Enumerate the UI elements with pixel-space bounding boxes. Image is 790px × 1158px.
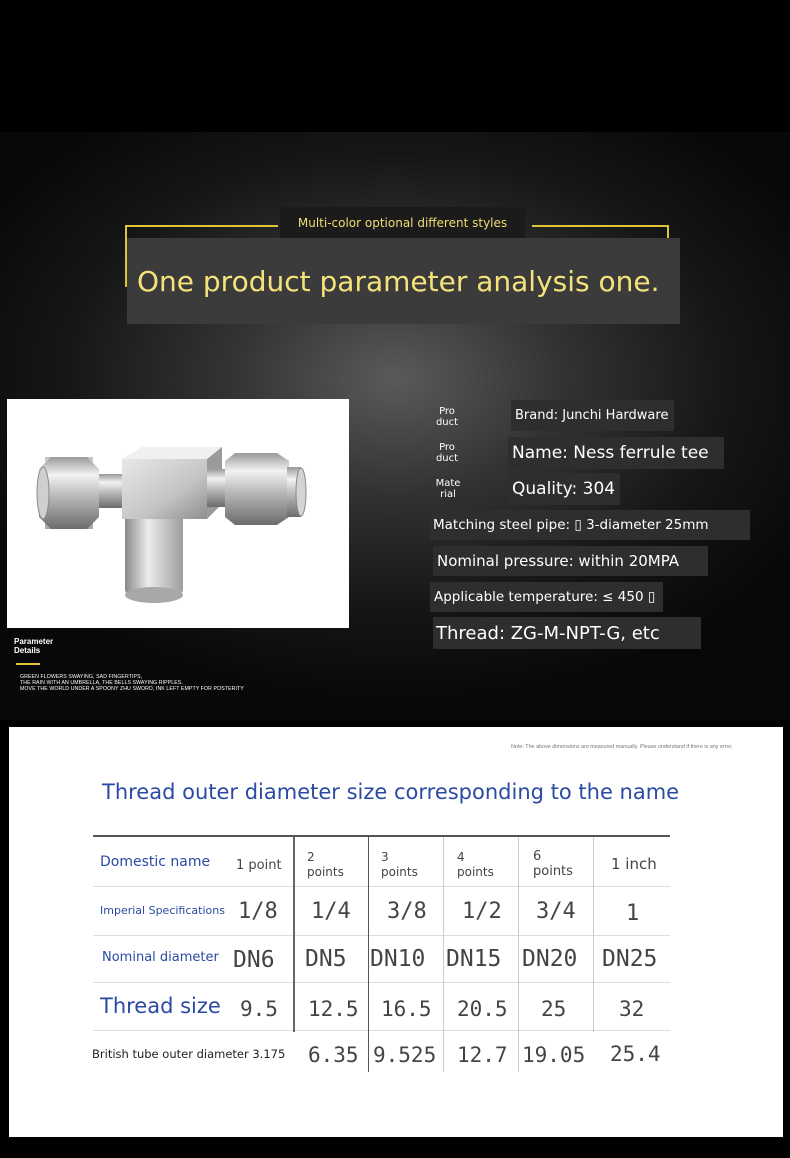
spec-label-name: Pro duct xyxy=(435,442,459,464)
thread-cell: 9.5 xyxy=(240,997,278,1021)
thread-cell: 32 xyxy=(619,997,645,1021)
table-col-divider xyxy=(443,837,444,1072)
measurement-note: Note: The above dimensions are measured manually. Please understand if there is any error. xyxy=(511,744,733,750)
table-row-divider xyxy=(93,1030,670,1031)
col-header-1-point: 1 point xyxy=(236,858,282,873)
spec-label-brand: Pro duct xyxy=(435,406,459,428)
nominal-cell: DN20 xyxy=(522,946,578,972)
table-row-divider xyxy=(93,935,670,936)
table-row-divider xyxy=(93,886,670,887)
row-label-imperial: Imperial Specifications xyxy=(100,904,225,917)
parameter-details-heading-text: Parameter Details xyxy=(14,637,54,655)
imperial-cell: 1/8 xyxy=(238,899,278,924)
table-col-divider xyxy=(293,837,295,1032)
table-row-divider xyxy=(93,982,670,983)
top-black-band xyxy=(0,0,790,132)
nominal-cell: DN10 xyxy=(370,946,426,972)
col-header-2-points: 2 points xyxy=(307,850,344,879)
row-label-nominal: Nominal diameter xyxy=(102,950,219,965)
thread-cell: 20.5 xyxy=(457,997,508,1021)
banner-subtitle: Multi-color optional different styles xyxy=(280,207,525,239)
spec-label-material: Mate rial xyxy=(435,478,461,500)
product-photo xyxy=(7,399,349,628)
row-label-thread-size: Thread size xyxy=(100,994,221,1018)
thread-cell: 25 xyxy=(541,997,567,1021)
col-header-1-inch: 1 inch xyxy=(611,855,657,873)
frame-line-right xyxy=(667,225,669,239)
spec-quality: Quality: 304 xyxy=(508,473,620,505)
spec-steel-pipe: Matching steel pipe: ▯ 3-diameter 25mm xyxy=(430,510,750,540)
frame-line-top-right xyxy=(532,225,669,227)
nominal-cell: DN6 xyxy=(233,947,275,973)
british-cell: 9.525 xyxy=(373,1043,437,1067)
british-cell: 25.4 xyxy=(610,1042,661,1066)
imperial-cell: 1/2 xyxy=(462,899,502,924)
row-label-domestic: Domestic name xyxy=(100,854,211,870)
nominal-cell: DN5 xyxy=(305,946,347,972)
imperial-cell: 1 xyxy=(626,901,640,926)
thread-cell: 12.5 xyxy=(308,997,359,1021)
thread-cell: 16.5 xyxy=(381,997,432,1021)
table-top-rule xyxy=(93,835,670,837)
spec-temperature: Applicable temperature: ≤ 450 ▯ xyxy=(430,582,663,612)
table-col-divider xyxy=(593,837,594,1032)
british-cell: 6.35 xyxy=(308,1043,359,1067)
nominal-cell: DN15 xyxy=(446,946,502,972)
imperial-cell: 1/4 xyxy=(311,899,351,924)
british-cell: 19.05 xyxy=(522,1043,586,1067)
parameter-details-heading xyxy=(14,637,74,655)
table-col-divider xyxy=(518,837,519,1072)
banner-title: One product parameter analysis one. xyxy=(127,238,680,324)
imperial-cell: 3/8 xyxy=(387,899,427,924)
col-header-3-points: 3 points xyxy=(381,850,418,879)
british-cell: 12.7 xyxy=(457,1043,508,1067)
imperial-cell: 3/4 xyxy=(536,899,576,924)
ferrule-tee-illustration xyxy=(7,399,349,628)
col-header-4-points: 4 points xyxy=(457,850,494,879)
nominal-cell: DN25 xyxy=(602,946,658,972)
size-table-title: Thread outer diameter size corresponding to the name xyxy=(102,780,680,804)
frame-line-top-left xyxy=(125,225,278,227)
spec-brand: Brand: Junchi Hardware xyxy=(511,400,674,431)
col-header-6-points: 6 points xyxy=(533,849,573,879)
parameter-details-underline xyxy=(16,663,40,665)
spec-pressure: Nominal pressure: within 20MPA xyxy=(433,546,708,576)
parameter-details-poem: GREEN FLOWERS SWAYING, SAD FINGERTIPS, THE RAIN WITH AN UMBRELLA, THE BELLS SWAYING RIPPLES. MOVE THE WORLD UNDER A SPOONY ZHU SWORD, INK LEFT EMPTY FOR POSTERITY xyxy=(20,674,244,692)
table-col-divider xyxy=(368,837,369,1072)
spec-thread: Thread: ZG-M-NPT-G, etc xyxy=(433,617,701,649)
row-label-british: British tube outer diameter 3.175 xyxy=(92,1047,286,1061)
spec-name: Name: Ness ferrule tee xyxy=(508,437,724,469)
